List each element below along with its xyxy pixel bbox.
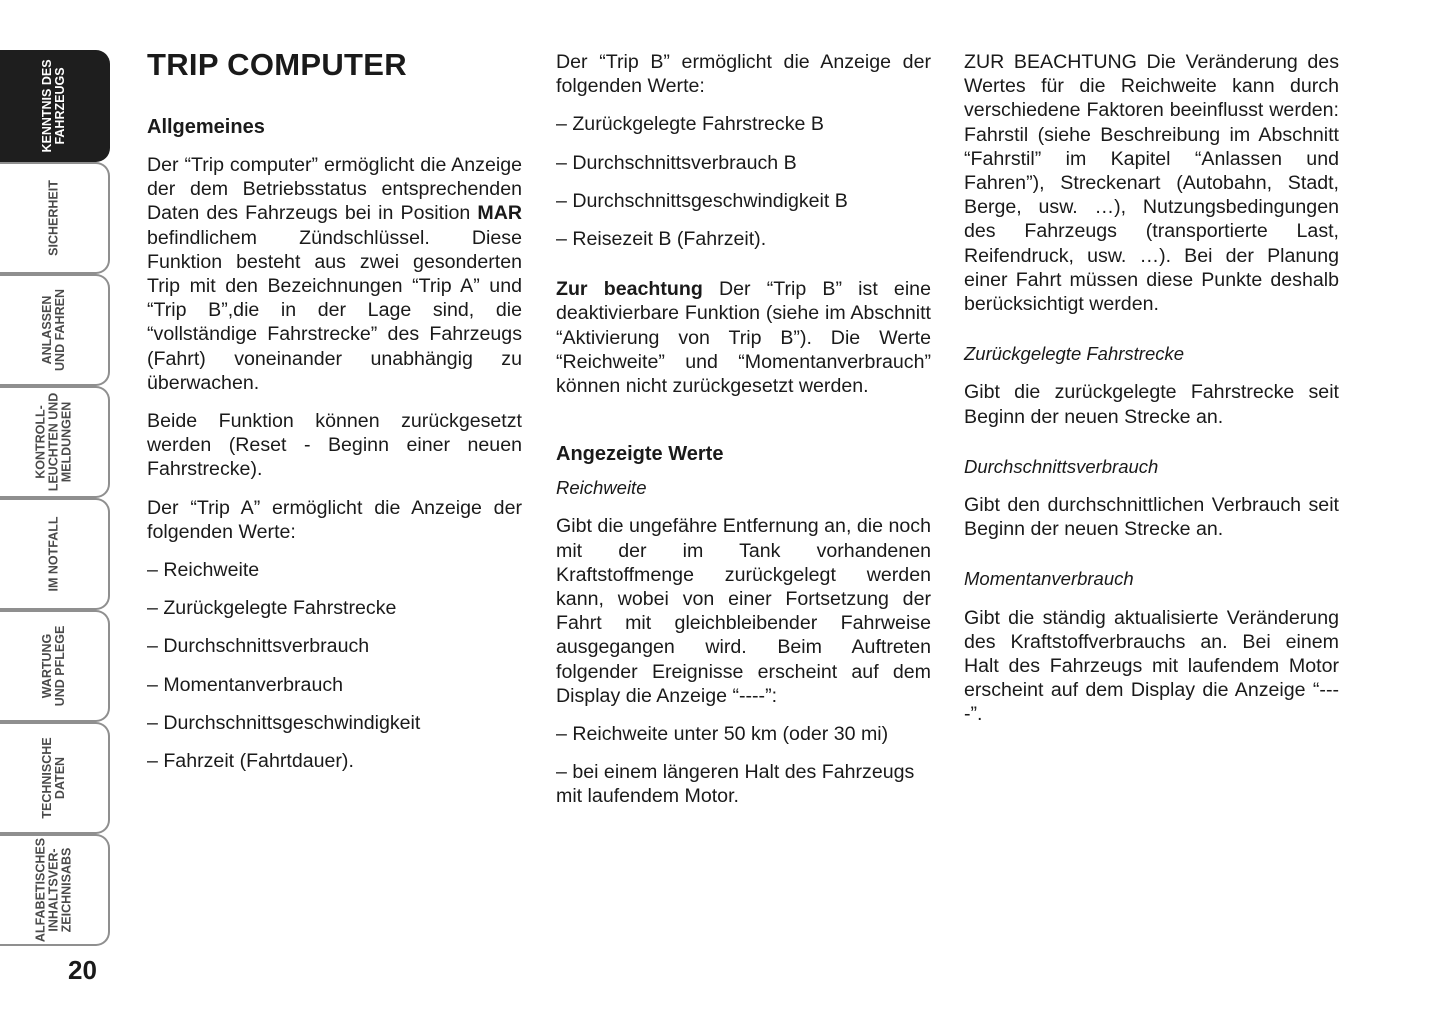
subheading-durchschnittsverbrauch: Durchschnittsverbrauch xyxy=(964,455,1159,477)
tab-alfabetisches-inhaltsverzeichnis[interactable] xyxy=(0,834,110,946)
tab-label: IM NOTFALL xyxy=(46,516,61,592)
note-label: Zur beachtung xyxy=(556,278,703,301)
paragraph: Beide Funktion können zurückgesetzt werden (Reset - Beginn einer neuen Fahrstrecke). xyxy=(147,410,522,481)
page-title: TRIP COMPUTER xyxy=(147,47,407,82)
page-number: 20 xyxy=(68,955,97,985)
tab-im-notfall[interactable] xyxy=(0,498,110,610)
list-item: – Fahrzeit (Fahrtdauer). xyxy=(147,750,354,773)
list-item: – Durchschnittsgeschwindigkeit B xyxy=(556,189,848,212)
paragraph: Der “Trip computer” ermöglicht die Anzeige der dem Betriebsstatus entsprechenden Daten des Fahrzeugs bei in Position MAR befindlichem Zündschlüssel. Diese Funktion besteht aus zwei gesonderten Trip mit den Bezeichnungen “Trip A” und “Trip B”,die in der Lage sind, die “vollständige Fahrstrecke” des Fahrzeugs (Fahrt) voneinander unabhängig zu überwachen. xyxy=(147,154,522,394)
tab-label: KONTROLL- LEUCHTEN UND MELDUNGEN xyxy=(33,392,74,492)
tab-label: ALFABETISCHES INHALTSVER- ZEICHNISABS xyxy=(33,837,74,943)
paragraph: Der “Trip A” ermöglicht die Anzeige der folgenden Werte: xyxy=(147,496,522,543)
tab-sicherheit[interactable] xyxy=(0,162,110,274)
list-item: – Reisezeit B (Fahrzeit). xyxy=(556,228,767,251)
bold-term: MAR xyxy=(477,202,522,225)
tab-label: ANLASSEN UND FAHREN xyxy=(40,289,67,371)
tab-label: KENNTNIS DES FAHRZEUGS xyxy=(40,59,67,153)
column-3 xyxy=(964,50,1339,727)
list-item: – Durchschnittsverbrauch B xyxy=(556,151,797,174)
tab-kontrollleuchten-und-meldungen[interactable] xyxy=(0,386,110,498)
tab-label: TECHNISCHE DATEN xyxy=(40,737,67,819)
tab-label: WARTUNG UND PFLEGE xyxy=(40,625,67,707)
subheading-zurueckgelegte-fahrstrecke: Zurückgelegte Fahrstrecke xyxy=(964,343,1185,365)
paragraph: Gibt die zurückgelegte Fahrstrecke seit Beginn der neuen Strecke an. xyxy=(964,381,1339,428)
tab-label: SICHERHEIT xyxy=(46,180,61,256)
list-item: – Momentanverbrauch xyxy=(147,673,344,696)
tab-wartung-und-pflege[interactable] xyxy=(0,610,110,722)
note-paragraph: Zur beachtung Der “Trip B” ist eine deaktivierbare Funktion (siehe im Abschnitt “Aktivierung von Trip B”). Die Werte “Reichweite” und “Momentanverbrauch” können nicht zurückgesetzt werden. xyxy=(556,278,931,398)
list-item: – Reichweite unter 50 km (oder 30 mi) xyxy=(556,723,889,746)
subheading-reichweite: Reichweite xyxy=(556,477,647,499)
list-item: – bei einem längeren Halt des Fahrzeugs mit laufendem Motor. xyxy=(556,761,915,808)
tab-technische-daten[interactable] xyxy=(0,722,110,834)
list-item: – Reichweite xyxy=(147,559,260,582)
paragraph: Der “Trip B” ermöglicht die Anzeige der folgenden Werte: xyxy=(556,51,931,98)
subheading-momentanverbrauch: Momentanverbrauch xyxy=(964,568,1134,590)
list-item: – Zurückgelegte Fahrstrecke B xyxy=(556,113,824,136)
list-item: – Durchschnittsverbrauch xyxy=(147,635,370,658)
list-item: – Durchschnittsgeschwindigkeit xyxy=(147,711,421,734)
paragraph: Gibt die ständig aktualisierte Veränderung des Kraftstoffverbrauchs an. Bei einem Halt des Fahrzeugs mit laufendem Motor erscheint auf dem Display die Anzeige “----”. xyxy=(964,606,1339,726)
tab-kenntnis-des-fahrzeugs[interactable] xyxy=(0,50,110,162)
list-item: – Zurückgelegte Fahrstrecke xyxy=(147,597,397,620)
note-paragraph: ZUR BEACHTUNG Die Veränderung des Wertes für die Reichweite kann durch verschiedene Faktoren beeinflusst werden: Fahrstil (siehe Beschreibung im Abschnitt “Fahrstil” im Kapitel “Anlassen und Fahren”), Streckenart (Autobahn, Stadt, Berge, usw. …), Nutzungsbedingungen des Fahrzeugs (transportierte Last, Reifendruck, usw. …). Bei der Planung einer Fahrt müssen diese Punkte deshalb berücksichtigt werden. xyxy=(964,51,1339,316)
tab-anlassen-und-fahren[interactable] xyxy=(0,274,110,386)
column-1 xyxy=(147,47,522,773)
paragraph: Gibt den durchschnittlichen Verbrauch seit Beginn der neuen Strecke an. xyxy=(964,494,1339,541)
section-heading-allgemeines: Allgemeines xyxy=(147,116,265,138)
paragraph: Gibt die ungefähre Entfernung an, die noch mit der im Tank vorhandenen Kraftstoffmenge zurückgelegt werden kann, wobei von einer Fortsetzung der Fahrt mit gleichbleibender Fahrweise ausgegangen wird. Beim Auftreten folgender Ereignisse erscheint auf dem Display die Anzeige “----”: xyxy=(556,515,931,707)
column-2 xyxy=(556,50,931,809)
section-heading-angezeigte-werte: Angezeigte Werte xyxy=(556,443,724,466)
